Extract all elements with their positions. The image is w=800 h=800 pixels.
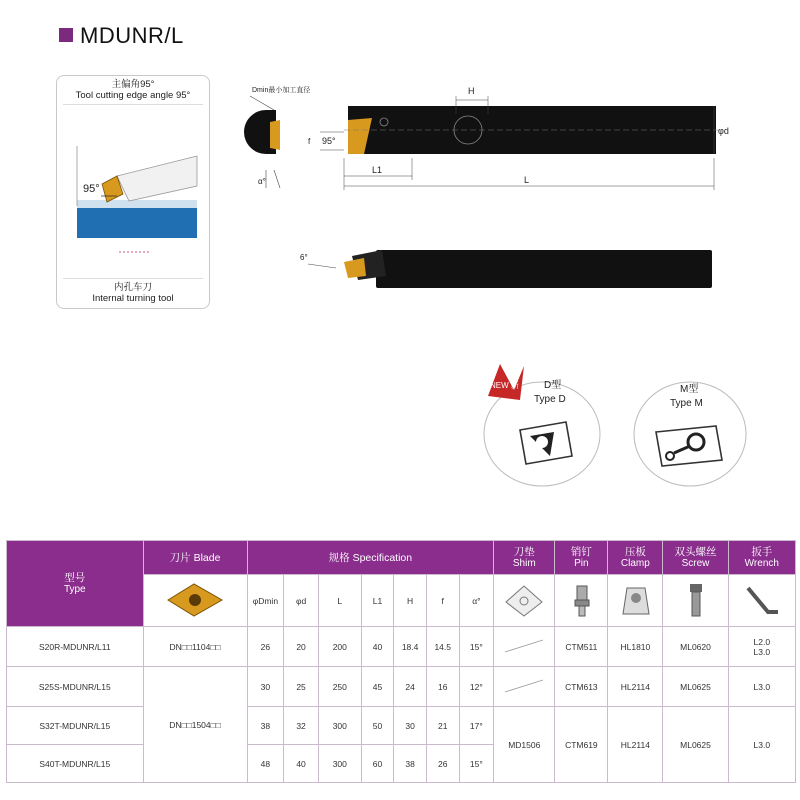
angle-card-footer bbox=[57, 278, 209, 304]
spec-header: 规格 Specification bbox=[247, 541, 494, 575]
blade-header: 刀片 Blade bbox=[143, 541, 247, 575]
cell-l1: 45 bbox=[361, 667, 394, 707]
cell-h: 18.4 bbox=[394, 627, 427, 667]
angle-card-foot-cn: 内孔车刀 bbox=[113, 282, 152, 293]
cell-h: 38 bbox=[394, 745, 427, 783]
spec-col-dmin: φDmin bbox=[247, 575, 284, 627]
side-view-insert bbox=[344, 258, 366, 278]
spec-col-d: φd bbox=[284, 575, 319, 627]
cell-dmin: 26 bbox=[247, 627, 284, 667]
clamp-image bbox=[608, 575, 663, 627]
clamp-header: 压板 Clamp bbox=[608, 541, 663, 575]
spec-col-l: L bbox=[318, 575, 361, 627]
spec-col-alpha: α° bbox=[459, 575, 494, 627]
row-type: S25S-MDUNR/L15 bbox=[7, 667, 144, 707]
dmin-label: Dmin最小加工直径 bbox=[252, 87, 311, 94]
angle-card-title-en: Tool cutting edge angle 95° bbox=[75, 90, 191, 101]
cell-wrench: L3.0 bbox=[728, 667, 795, 707]
l-label: L bbox=[524, 175, 530, 185]
cell-shim: MD1506 bbox=[494, 707, 555, 783]
spec-col-h: H bbox=[394, 575, 427, 627]
side-angle-label: 6° bbox=[300, 253, 308, 262]
angle-card-title-cn: 主偏角95° bbox=[111, 79, 155, 90]
drawing-angle-label: 95° bbox=[322, 136, 336, 146]
cell-shim-empty bbox=[494, 627, 555, 667]
cell-clamp: HL1810 bbox=[608, 627, 663, 667]
cell-screw: ML0625 bbox=[663, 707, 728, 783]
f-label: f bbox=[308, 137, 311, 146]
spec-col-f: f bbox=[426, 575, 459, 627]
cell-pin: CTM613 bbox=[555, 667, 608, 707]
cell-wrench: L3.0 bbox=[728, 707, 795, 783]
cell-clamp: HL2114 bbox=[608, 707, 663, 783]
screw-image bbox=[663, 575, 728, 627]
table-row bbox=[7, 627, 796, 667]
cell-h: 24 bbox=[394, 667, 427, 707]
wrench-icon bbox=[740, 580, 784, 620]
cell-wrench: L2.0 L3.0 bbox=[728, 627, 795, 667]
screw-icon bbox=[676, 580, 716, 620]
clamp-types bbox=[480, 356, 750, 496]
side-view-shank bbox=[376, 250, 712, 288]
type-header: 型号 Type bbox=[7, 541, 144, 627]
cell-pin: CTM619 bbox=[555, 707, 608, 783]
spec-table bbox=[6, 540, 796, 783]
cell-dmin: 30 bbox=[247, 667, 284, 707]
pin-icon bbox=[561, 580, 601, 620]
cell-dmin: 38 bbox=[247, 707, 284, 745]
cell-l: 200 bbox=[318, 627, 361, 667]
angle-card-header bbox=[57, 76, 209, 105]
cell-d: 40 bbox=[284, 745, 319, 783]
cell-d: 25 bbox=[284, 667, 319, 707]
cell-alpha: 15° bbox=[459, 627, 494, 667]
new-badge-text: NEW 新 bbox=[490, 381, 519, 390]
cell-l: 250 bbox=[318, 667, 361, 707]
page-title: MDUNR/L bbox=[80, 23, 184, 48]
cell-alpha: 15° bbox=[459, 745, 494, 783]
table-row bbox=[7, 707, 796, 745]
cell-screw: ML0620 bbox=[663, 627, 728, 667]
boring-illustration bbox=[77, 146, 197, 246]
shim-icon bbox=[502, 580, 546, 620]
cell-f: 26 bbox=[426, 745, 459, 783]
cell-d: 20 bbox=[284, 627, 319, 667]
alpha-label: α° bbox=[258, 177, 266, 186]
wrench-image bbox=[728, 575, 795, 627]
h-label: H bbox=[468, 86, 475, 96]
cell-l: 300 bbox=[318, 707, 361, 745]
title-marker bbox=[59, 28, 73, 42]
row-blade: DN□□1504□□ bbox=[143, 667, 247, 783]
clamp-icon bbox=[615, 580, 655, 620]
row-type: S32T-MDUNR/L15 bbox=[7, 707, 144, 745]
wrench-header: 扳手 Wrench bbox=[728, 541, 795, 575]
pin-header: 销钉 Pin bbox=[555, 541, 608, 575]
cell-screw: ML0625 bbox=[663, 667, 728, 707]
angle-card-foot-en: Internal turning tool bbox=[92, 293, 174, 304]
cell-f: 14.5 bbox=[426, 627, 459, 667]
type-d-cn: D型 bbox=[544, 380, 562, 391]
insert-icon bbox=[160, 580, 230, 620]
cell-l1: 50 bbox=[361, 707, 394, 745]
type-d-en: Type D bbox=[534, 394, 566, 405]
d-label: φd bbox=[718, 126, 729, 136]
l1-label: L1 bbox=[372, 165, 383, 175]
cell-l1: 60 bbox=[361, 745, 394, 783]
shim-image bbox=[494, 575, 555, 627]
row-type: S20R-MDUNR/L11 bbox=[7, 627, 144, 667]
cell-shim-empty bbox=[494, 667, 555, 707]
angle-label: 95° bbox=[83, 183, 100, 195]
cell-f: 21 bbox=[426, 707, 459, 745]
row-type: S40T-MDUNR/L15 bbox=[7, 745, 144, 783]
row-blade: DN□□1104□□ bbox=[143, 627, 247, 667]
shim-header: 刀垫 Shim bbox=[494, 541, 555, 575]
type-m-en: Type M bbox=[670, 398, 703, 409]
tool-holder-sketch bbox=[117, 156, 197, 201]
cell-l1: 40 bbox=[361, 627, 394, 667]
cell-l: 300 bbox=[318, 745, 361, 783]
cell-dmin: 48 bbox=[247, 745, 284, 783]
cell-f: 16 bbox=[426, 667, 459, 707]
cell-alpha: 12° bbox=[459, 667, 494, 707]
workpiece-bore bbox=[77, 208, 197, 238]
cell-h: 30 bbox=[394, 707, 427, 745]
cell-alpha: 17° bbox=[459, 707, 494, 745]
cell-clamp: HL2114 bbox=[608, 667, 663, 707]
type-m-cn: M型 bbox=[680, 384, 699, 395]
end-view-insert bbox=[270, 120, 280, 150]
cell-pin: CTM511 bbox=[555, 627, 608, 667]
table-row bbox=[7, 667, 796, 707]
blade-image bbox=[143, 575, 247, 627]
cell-d: 32 bbox=[284, 707, 319, 745]
tool-drawing bbox=[236, 70, 729, 310]
spec-col-l1: L1 bbox=[361, 575, 394, 627]
angle-card bbox=[56, 75, 210, 309]
screw-header: 双头螺丝 Screw bbox=[663, 541, 728, 575]
pin-image bbox=[555, 575, 608, 627]
